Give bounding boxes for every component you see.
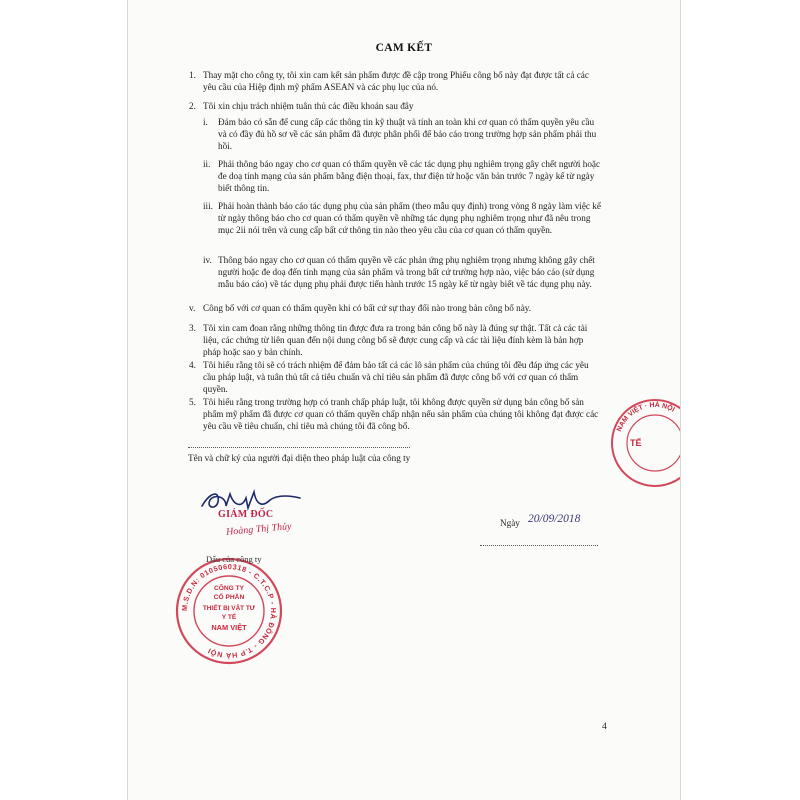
partial-stamp-ring: NAM VIỆT · HÀ NỘI [616,401,676,433]
clause-number: 3. [189,323,196,333]
clause-text: Đảm bảo có sẵn để cung cấp các thông tin kỹ thuật và tính an toàn khi cơ quan có thẩm quyền yêu cầu và có đầy đủ hồ sơ về các sản phẩm đã được phân phối để báo cáo trong trường hợp sản phẩm phải thu hồi. [218,117,597,152]
clause-3 [189,322,603,359]
clause-5 [189,396,603,433]
clause-text: Phải hoàn thành báo cáo tác dụng phụ của sản phẩm (theo mẫu quy định) trong vòng 8 ngày làm việc kể từ ngày thông báo cho cơ quan có thẩm quyền về những tác dụng phụ nghiêm trọng như đã nêu trong mục 2ii nói trên và cung cấp bất cứ thông tin nào theo yêu cầu của cơ quan có thẩm quyền. [218,201,601,236]
date-label: Ngày [500,518,520,528]
page-number: 4 [602,722,607,732]
clause-number: iii. [203,201,213,211]
clause-text: Tôi xin cam đoan rằng những thông tin được đưa ra trong bản công bố này là đúng sự thật. Tất cả các tài liệu, các chứng từ liên quan đến nội dung công bố sẽ được cung cấp và các tài liệu đính kèm là bản hợp pháp hoặc sao y bản chính. [203,323,588,358]
clause-2-iv [203,254,603,291]
clause-text: Thay mặt cho công ty, tôi xin cam kết sản phẩm được đề cập trong Phiếu công bố này đạt được tất cả các yêu cầu của Hiệp định mỹ phẩm ASEAN và các phụ lục của nó. [203,70,589,93]
representative-label: Tên và chữ ký của người đại diện theo pháp luật của công ty [188,453,411,463]
clause-4 [189,359,603,396]
clause-number: 1. [189,70,196,80]
partial-stamp [610,398,680,488]
clause-number: i. [203,117,208,127]
stamp-ring-text: M.S.D.N: 0105060318 - C.T.C.P - HÀ ĐÔNG - T.P HÀ NỘI [179,561,279,661]
stamp-label: Dấu của công ty [206,554,262,564]
clause-1 [189,69,603,93]
director-title: GIÁM ĐỐC [218,509,274,520]
clause-number: 4. [189,360,196,370]
document-title: CAM KẾT [375,42,433,54]
clause-number: 5. [189,397,196,407]
signature-divider [188,447,410,448]
stamp-line: NAM VIỆT [211,623,247,632]
date-line [480,545,598,546]
clause-text: Tôi xin chịu trách nhiệm tuân thủ các điều khoản sau đây [203,101,414,111]
clause-text: Công bố với cơ quan có thẩm quyền khi có bất cứ sự thay đổi nào trong bản công bố này. [203,303,532,313]
date-value: 20/09/2018 [528,513,581,525]
clause-number: 2. [189,101,196,111]
stamp-line: CỔ PHẦN [213,594,245,601]
company-stamp [174,556,284,666]
document-page [128,0,680,800]
clause-2-ii [203,158,603,195]
clause-text: Phải thông báo ngay cho cơ quan có thẩm quyền về các tác dụng phụ nghiêm trọng gây chết người hoặc đe doạ tính mạng của sản phẩm bằng điện thoại, fax, thư điện tử hoặc văn bản trước 7 ngày kể từ ngày biết thông tin. [218,159,601,194]
clause-number: iv. [203,255,212,265]
stamp-line: CÔNG TY [213,585,245,592]
clause-text: Thông báo ngay cho cơ quan có thẩm quyền về các phản ứng phụ nghiêm trọng nhưng không gây chết người hoặc đe doạ đến tính mạng của sản phẩm và trong bất cứ trường hợp nào, việc báo cáo (sử dụng mẫu báo cáo) về tác dụng phụ phải được tiến hành trước 15 ngày kể từ ngày biết về tác dụng phụ này. [218,255,595,290]
clause-2-iii [203,200,603,237]
clause-2 [189,100,603,112]
clause-text: Tôi hiểu rằng tôi sẽ có trách nhiệm để đảm bảo tất cả các lô sản phẩm của chúng tôi đều đáp ứng các yêu cầu pháp luật, và tuân thủ tất cả tiêu chuẩn và chỉ tiêu sản phẩm đã được công bố với cơ quan có thẩm quyền. [203,360,589,395]
clause-text: Tôi hiểu rằng trong trường hợp có tranh chấp pháp luật, tôi không được quyền sử dụng bản công bố sản phẩm mỹ phẩm đã được cơ quan có thẩm quyền chấp nhận nếu sản phẩm của chúng tôi không đạt được các yêu cầu về tiêu chuẩn, chỉ tiêu mà chúng tôi đã công bố. [203,397,599,432]
director-name: Hoàng Thị Thủy [225,521,292,538]
clause-number: v. [189,303,196,313]
stamp-line: Y TẾ [221,614,237,621]
clause-2-i [203,116,603,153]
clause-2-v [189,302,603,314]
clause-number: ii. [203,159,211,169]
partial-stamp-center: TẾ [630,438,642,448]
stamp-line: THIẾT BỊ VẬT TƯ [202,605,256,612]
